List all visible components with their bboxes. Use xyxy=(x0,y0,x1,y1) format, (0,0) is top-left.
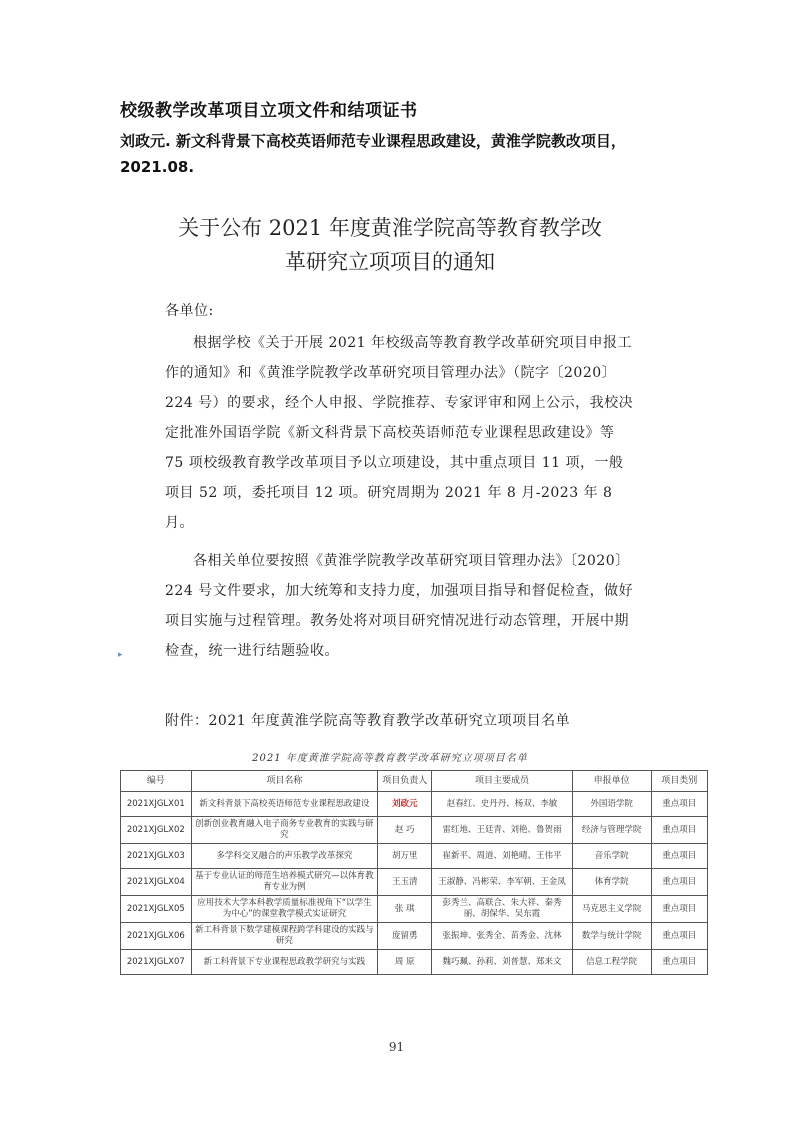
table-row xyxy=(121,844,708,869)
notice-paragraph-2: 各相关单位要按照《黄淮学院教学改革研究项目管理办法》〔2020〕224 号文件要求，加大统筹和支持力度，加强项目指导和督促检查，做好项目实施与过程管理。教务处将对项目研究情况进行动态管理，开展中期检查，统一进行结题验收。 xyxy=(165,553,634,659)
cell-code: 2021XJGLX03 xyxy=(121,844,192,869)
cell-category: 重点项目 xyxy=(651,844,707,869)
page-number: 91 xyxy=(388,1040,405,1054)
cell-name: 新工科背景下数学建模课程跨学科建设的实践与研究 xyxy=(191,923,377,950)
header-code: 编号 xyxy=(121,771,192,792)
cell-members: 崔新平、周道、刘艳晴、王伟平 xyxy=(432,844,572,869)
section-heading: 校级教学改革项目立项文件和结项证书 xyxy=(120,101,418,121)
cell-members: 王淑静、冯彬荣、李军朝、王金凤 xyxy=(432,869,572,896)
cell-unit: 体育学院 xyxy=(572,869,651,896)
cell-unit: 数学与统计学院 xyxy=(572,923,651,950)
cell-name: 新文科背景下高校英语师范专业课程思政建设 xyxy=(191,792,377,817)
cell-members: 雷红地、王廷青、刘艳、鲁贺雨 xyxy=(432,817,572,844)
table-title: 2021 年度黄淮学院高等教育教学改革研究立项项目名单 xyxy=(252,753,528,764)
cell-leader: 庞留勇 xyxy=(378,923,432,950)
cell-leader: 赵 巧 xyxy=(378,817,432,844)
cell-name: 多学科交叉融合的声乐教学改革探究 xyxy=(191,844,377,869)
cell-leader: 胡万里 xyxy=(378,844,432,869)
cell-category: 重点项目 xyxy=(651,923,707,950)
header-leader: 项目负责人 xyxy=(378,771,432,792)
cell-code: 2021XJGLX01 xyxy=(121,792,192,817)
citation-text: 刘政元. 新文科背景下高校英语师范专业课程思政建设，黄淮学院教改项目，2021.08. xyxy=(120,132,626,176)
cell-code: 2021XJGLX06 xyxy=(121,923,192,950)
cell-leader: 周 原 xyxy=(378,950,432,975)
cell-unit: 马克思主义学院 xyxy=(572,896,651,923)
cell-code: 2021XJGLX07 xyxy=(121,950,192,975)
project-table xyxy=(120,770,708,975)
cell-category: 重点项目 xyxy=(651,869,707,896)
table-row xyxy=(121,869,708,896)
header-category: 项目类别 xyxy=(651,771,707,792)
cell-unit: 外国语学院 xyxy=(572,792,651,817)
cell-members: 彭秀兰、高联合、朱大祥、秦秀丽、胡保华、吴东霞 xyxy=(432,896,572,923)
notice-salutation: 各单位: xyxy=(165,303,214,319)
cell-members: 张振坤、张秀全、苗秀金、沈林 xyxy=(432,923,572,950)
cell-name: 新工科背景下专业课程思政教学研究与实践 xyxy=(191,950,377,975)
header-members: 项目主要成员 xyxy=(432,771,572,792)
cell-unit: 经济与管理学院 xyxy=(572,817,651,844)
header-name: 项目名称 xyxy=(191,771,377,792)
cell-category: 重点项目 xyxy=(651,950,707,975)
cell-category: 重点项目 xyxy=(651,792,707,817)
scan-artifact-icon: ▸ xyxy=(118,650,123,660)
cell-name: 应用技术大学本科教学质量标准视角下“以学生为中心”的课堂教学模式实证研究 xyxy=(191,896,377,923)
table-row xyxy=(121,896,708,923)
cell-category: 重点项目 xyxy=(651,817,707,844)
table-row xyxy=(121,817,708,844)
cell-code: 2021XJGLX04 xyxy=(121,869,192,896)
cell-members: 魏巧珮、孙莉、刘普慧、郑来文 xyxy=(432,950,572,975)
cell-leader: 王玉清 xyxy=(378,869,432,896)
notice-paragraph-1: 根据学校《关于开展 2021 年校级高等教育教学改革研究项目申报工作的通知》和《黄淮学院教学改革研究项目管理办法》（院字〔2020〕224 号）的要求，经个人申报、学院推荐、专家评审和网上公示，我校决定批准外国语学院《新文科背景下高校英语师范专业课程思政建设》等 75 项校级教育教学改革项目予以立项建设，其中重点项目 11 项，一般项目 52 项，委托项目 12 项。研究周期为 2021 年 8 月-2023 年 8 月。 xyxy=(165,335,634,531)
cell-leader: 刘政元 xyxy=(378,792,432,817)
table-row xyxy=(121,792,708,817)
cell-members: 赵春红、史丹丹、杨双、李敏 xyxy=(432,792,572,817)
header-unit: 申报单位 xyxy=(572,771,651,792)
notice-title-line2: 革研究立项项目的通知 xyxy=(285,250,495,274)
cell-unit: 信息工程学院 xyxy=(572,950,651,975)
cell-name: 创新创业教育融入电子商务专业教育的实践与研究 xyxy=(191,817,377,844)
cell-code: 2021XJGLX02 xyxy=(121,817,192,844)
cell-category: 重点项目 xyxy=(651,896,707,923)
table-header-row xyxy=(121,771,708,792)
cell-leader: 张 琪 xyxy=(378,896,432,923)
cell-unit: 音乐学院 xyxy=(572,844,651,869)
cell-name: 基于专业认证的师范生培养模式研究—以体育教育专业为例 xyxy=(191,869,377,896)
notice-title-line1: 关于公布 2021 年度黄淮学院高等教育教学改 xyxy=(178,216,602,240)
notice-attachment: 附件：2021 年度黄淮学院高等教育教学改革研究立项项目名单 xyxy=(165,713,571,729)
table-row xyxy=(121,923,708,950)
cell-code: 2021XJGLX05 xyxy=(121,896,192,923)
table-row xyxy=(121,950,708,975)
